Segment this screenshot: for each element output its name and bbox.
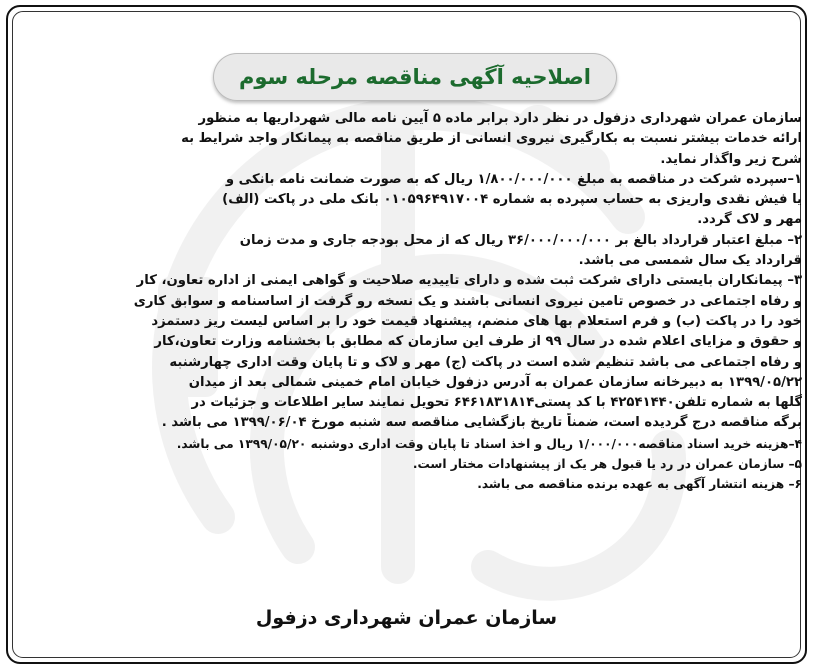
item-3-line: خود را در پاکت (ب) و فرم استعلام بها های منضم، پیشنهاد قیمت خود را بر اساس لیست ریز دستمزد bbox=[151, 313, 802, 329]
item-3-line: و رفاه اجتماعی در خصوص تامین نیروی انسانی باشند و یک نسخه رو گرفت از اساسنامه و سوابق کاری bbox=[133, 293, 802, 309]
notice-title: اصلاحیه آگهی مناقصه مرحله سوم bbox=[239, 65, 591, 89]
item-5-paragraph bbox=[30, 454, 802, 474]
item-1-line: ۱–سپرده شرکت در مناقصه به مبلغ ۱/۸۰۰/۰۰۰/۰۰۰ ریال که به صورت ضمانت نامه بانکی و bbox=[225, 171, 802, 187]
notice-frame bbox=[6, 5, 807, 664]
item-3-line: ۳– پیمانکاران بایستی دارای شرکت ثبت شده و دارای تاییدیه صلاحیت و گواهی ایمنی از اداره تعاون، کار bbox=[136, 273, 802, 289]
item-3-line: برگه مناقصه درج گردیده است، ضمناً تاریخ بازگشایی مناقصه سه شنبه مورخ ۱۳۹۹/۰۶/۰۴ می باشد . bbox=[161, 415, 802, 431]
notice-title-box bbox=[213, 53, 617, 101]
item-6-paragraph bbox=[30, 474, 802, 494]
item-2-paragraph bbox=[30, 231, 802, 272]
item-1-line: یا فیش نقدی واریزی به حساب سپرده به شماره ۰۱۰۵۹۶۴۹۱۷۰۰۴ بانک ملی در پاکت (الف) bbox=[222, 192, 802, 208]
item-3-line: گلها به شماره تلفن۴۲۵۴۱۴۴۰ با کد پستی۶۴۶۱۸۳۱۸۱۴ تحویل نمایند سایر اطلاعات و جزئیات در bbox=[191, 395, 802, 411]
item-3-line: ۱۳۹۹/۰۵/۲۲ به دبیرخانه سازمان عمران به آدرس دزفول خیابان امام خمینی شمالی بعد از میدان bbox=[188, 374, 802, 390]
intro-line: شرح زیر واگذار نماید. bbox=[660, 151, 802, 167]
item-3-paragraph bbox=[30, 271, 802, 433]
item-3-line: و رفاه اجتماعی می باشد تنظیم شده است در پاکت (ج) مهر و لاک و تا پایان وقت اداری چهارشنبه bbox=[169, 354, 802, 370]
item-5-line: ۵– سازمان عمران در رد یا قبول هر یک از پیشنهادات مختار است. bbox=[412, 457, 802, 472]
item-4-line: ۴–هزینه خرید اسناد مناقصه۱/۰۰۰/۰۰۰ ریال و اخذ اسناد تا پایان وقت اداری دوشنبه ۱۳۹۹/۰۵/۲۰ می باشد. bbox=[176, 436, 802, 451]
item-1-paragraph bbox=[30, 170, 802, 231]
item-4-paragraph bbox=[30, 434, 802, 454]
intro-line: سازمان عمران شهرداری دزفول در نظر دارد برابر ماده ۵ آیین نامه مالی شهرداریها به منظور bbox=[198, 111, 802, 126]
item-2-line: ۲– مبلغ اعتبار قرارداد بالغ بر ۳۶/۰۰۰/۰۰۰/۰۰۰ ریال که از محل بودجه جاری و مدت زمان bbox=[239, 232, 802, 248]
intro-paragraph bbox=[30, 109, 802, 170]
intro-line: ارائه خدمات بیشتر نسبت به بکارگیری نیروی انسانی از طریق مناقصه به پیمانکار واجد شرایط به bbox=[181, 131, 802, 147]
item-6-line: ۶– هزینه انتشار آگهی به عهده برنده مناقصه می باشد. bbox=[477, 477, 802, 492]
signature: سازمان عمران شهرداری دزفول bbox=[255, 607, 558, 629]
notice-body bbox=[30, 109, 802, 495]
item-2-line: قرارداد یک سال شمسی می باشد. bbox=[578, 253, 802, 269]
item-1-line: مهر و لاک گردد. bbox=[697, 212, 802, 228]
item-3-line: و حقوق و مزایای اعلام شده در سال ۹۹ از طرف این سازمان که مطابق با بخشنامه وزارت تعاون،کار bbox=[154, 334, 802, 350]
